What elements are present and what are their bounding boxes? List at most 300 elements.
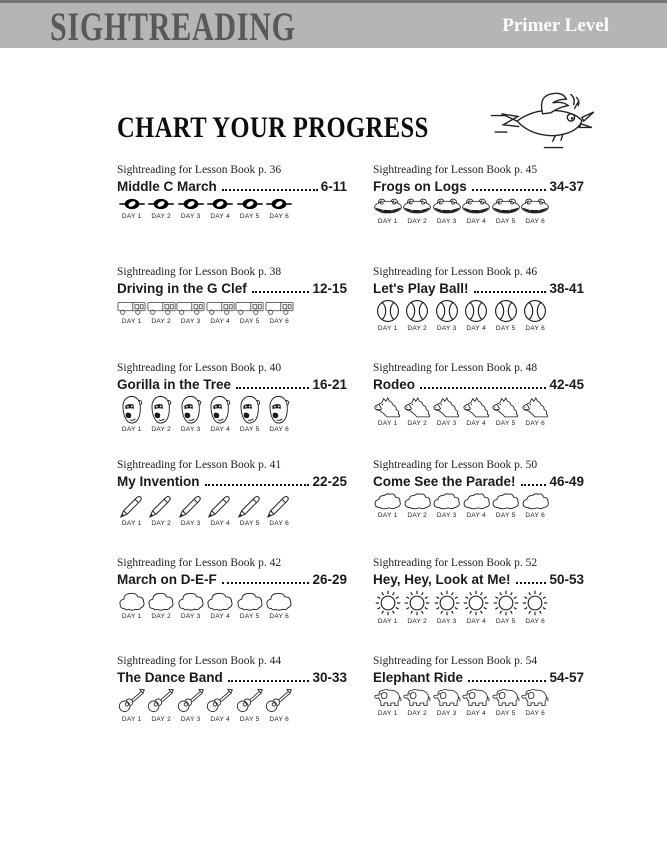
day-label: DAY 6 [525,710,546,717]
day-label: DAY 1 [377,420,398,427]
piece-title: Frogs on Logs [373,179,467,194]
day-cell [491,299,521,332]
day-cell [432,688,462,717]
sun-icon [493,590,519,616]
day-cell [403,299,433,332]
day-cell [176,688,206,723]
pencil-icon [207,492,233,518]
title-row [117,377,347,392]
day-cell [235,395,265,433]
gorilla-icon [120,395,144,424]
piece-title: Let's Play Ball! [373,281,469,296]
guitar-icon [206,688,234,714]
day-cell [265,492,295,527]
progress-entry [373,459,584,519]
dotted-leader [236,387,309,389]
page-range: 16-21 [312,377,347,392]
day-label: DAY 2 [407,420,428,427]
day-label: DAY 2 [151,213,172,220]
bush-icon [177,590,205,611]
day-label: DAY 4 [466,618,487,625]
bush-icon [265,590,293,611]
piece-title: Rodeo [373,377,415,392]
day-icon-row [373,299,584,332]
day-label: DAY 6 [525,218,546,225]
title-row [117,572,347,587]
day-cell [117,299,147,325]
day-label: DAY 3 [436,618,457,625]
day-icon-row [117,492,347,527]
day-cell [432,590,462,625]
day-label: DAY 5 [495,512,516,519]
day-label: DAY 2 [151,716,172,723]
dotted-leader [472,189,547,191]
day-icon-row [117,590,347,620]
title-row [117,670,347,685]
cloud-icon [432,492,461,510]
horse-icon [432,395,461,418]
progress-entry [373,362,584,427]
frog-icon [520,197,550,216]
gorilla-icon [179,395,203,424]
day-label: DAY 6 [269,318,290,325]
wholenote-icon [237,197,263,211]
day-cell [147,590,177,620]
sun-icon [463,590,489,616]
day-label: DAY 3 [436,512,457,519]
day-cell [462,688,492,717]
cloud-icon [462,492,491,510]
day-cell [521,688,551,717]
day-cell [117,197,147,220]
baseball-icon [464,299,488,323]
horse-icon [462,395,491,418]
dotted-leader [420,387,546,389]
dotted-leader [252,291,310,293]
elephant-icon [402,688,432,708]
day-label: DAY 5 [495,325,516,332]
day-label: DAY 2 [407,218,428,225]
dotted-leader [468,680,546,682]
horse-icon [403,395,432,418]
day-cell [176,395,206,433]
day-icon-row [373,688,584,717]
day-label: DAY 3 [180,426,201,433]
pencil-icon [237,492,263,518]
day-cell [462,492,492,519]
day-cell [117,590,147,620]
gorilla-icon [149,395,173,424]
wholenote-icon [119,197,145,211]
piece-title: Elephant Ride [373,670,464,685]
piece-title: March on D-E-F [117,572,217,587]
day-cell [206,590,236,620]
dotted-leader [516,582,547,584]
day-label: DAY 3 [180,613,201,620]
progress-entry [117,266,347,325]
day-label: DAY 3 [436,325,457,332]
title-row [373,572,584,587]
lesson-ref: Sightreading for Lesson Book p. 44 [117,655,282,667]
piece-title: The Dance Band [117,670,223,685]
day-label: DAY 3 [180,520,201,527]
day-cell [176,299,206,325]
baseball-icon [523,299,547,323]
progress-entry [373,655,584,717]
elephant-icon [491,688,521,708]
wholenote-icon [178,197,204,211]
elephant-icon [461,688,491,708]
day-label: DAY 4 [210,213,231,220]
wholenote-icon [266,197,292,211]
page-range: 38-41 [549,281,584,296]
day-cell [206,688,236,723]
piece-title: Gorilla in the Tree [117,377,232,392]
guitar-icon [118,688,146,714]
day-cell [373,688,403,717]
day-cell [235,492,265,527]
bus-icon [235,299,264,316]
day-cell [265,590,295,620]
day-cell [491,395,521,427]
day-label: DAY 4 [210,426,231,433]
day-cell [117,688,147,723]
page-range: 50-53 [549,572,584,587]
day-cell [235,197,265,220]
title-row [373,474,584,489]
day-label: DAY 6 [269,613,290,620]
day-cell [206,299,236,325]
day-label: DAY 4 [210,520,231,527]
day-label: DAY 4 [210,318,231,325]
cloud-icon [521,492,550,510]
page-range: 42-45 [549,377,584,392]
day-label: DAY 3 [436,420,457,427]
elephant-icon [520,688,550,708]
day-cell [147,197,177,220]
day-label: DAY 4 [466,512,487,519]
day-label: DAY 1 [121,613,142,620]
day-cell [373,395,403,427]
gorilla-icon [208,395,232,424]
guitar-icon [177,688,205,714]
progress-entry [373,164,584,225]
day-label: DAY 2 [151,520,172,527]
day-label: DAY 2 [407,512,428,519]
progress-entry [117,655,347,723]
page-range: 6-11 [320,179,347,194]
day-cell [521,492,551,519]
title-row [373,179,584,194]
day-label: DAY 6 [269,213,290,220]
day-cell [491,590,521,625]
horse-icon [373,395,402,418]
elephant-icon [432,688,462,708]
bus-icon [176,299,205,316]
day-cell [206,197,236,220]
day-cell [176,492,206,527]
horse-icon [491,395,520,418]
day-cell [403,197,433,225]
book-title: SIGHTREADING [50,4,296,49]
day-label: DAY 3 [436,710,457,717]
baseball-icon [405,299,429,323]
day-label: DAY 6 [525,618,546,625]
gorilla-icon [267,395,291,424]
day-cell [432,197,462,225]
page-range: 22-25 [312,474,347,489]
lesson-ref: Sightreading for Lesson Book p. 48 [373,362,538,374]
lesson-ref: Sightreading for Lesson Book p. 38 [117,266,282,278]
level-badge: Primer Level [502,15,609,36]
bus-icon [206,299,235,316]
day-cell [432,299,462,332]
lesson-ref: Sightreading for Lesson Book p. 42 [117,557,282,569]
day-label: DAY 6 [269,716,290,723]
bus-icon [265,299,294,316]
frog-icon [461,197,491,216]
day-cell [265,299,295,325]
piece-title: Hey, Hey, Look at Me! [373,572,511,587]
day-cell [235,688,265,723]
piece-title: My Invention [117,474,200,489]
wholenote-icon [148,197,174,211]
day-cell [373,590,403,625]
day-cell [373,492,403,519]
baseball-icon [376,299,400,323]
day-cell [521,395,551,427]
lesson-ref: Sightreading for Lesson Book p. 50 [373,459,538,471]
day-cell [462,395,492,427]
day-label: DAY 1 [377,710,398,717]
dotted-leader [222,189,318,191]
day-label: DAY 5 [495,710,516,717]
day-cell [176,197,206,220]
day-icon-row [373,492,584,519]
lesson-ref: Sightreading for Lesson Book p. 41 [117,459,282,471]
day-label: DAY 4 [466,710,487,717]
day-label: DAY 4 [466,218,487,225]
day-cell [521,197,551,225]
day-label: DAY 1 [377,618,398,625]
baseball-icon [435,299,459,323]
sun-icon [522,590,548,616]
day-label: DAY 1 [121,213,142,220]
day-label: DAY 6 [269,520,290,527]
title-row [373,281,584,296]
day-label: DAY 2 [407,710,428,717]
day-label: DAY 5 [239,426,260,433]
bush-icon [147,590,175,611]
lesson-ref: Sightreading for Lesson Book p. 36 [117,164,282,176]
day-cell [265,197,295,220]
day-icon-row [373,395,584,427]
dotted-leader [474,291,547,293]
day-cell [432,395,462,427]
dotted-leader [521,484,547,486]
day-label: DAY 6 [525,325,546,332]
day-icon-row [117,299,347,325]
page-range: 12-15 [312,281,347,296]
day-icon-row [117,395,347,433]
pencil-icon [266,492,292,518]
day-label: DAY 2 [151,318,172,325]
day-label: DAY 5 [239,716,260,723]
day-label: DAY 3 [436,218,457,225]
progress-entry [373,557,584,625]
progress-entry [117,164,347,220]
horse-icon [521,395,550,418]
day-cell [373,197,403,225]
day-label: DAY 5 [239,520,260,527]
guitar-icon [147,688,175,714]
bus-icon [147,299,176,316]
day-cell [521,299,551,332]
day-label: DAY 1 [377,325,398,332]
day-label: DAY 3 [180,318,201,325]
lesson-ref: Sightreading for Lesson Book p. 46 [373,266,538,278]
day-label: DAY 1 [377,218,398,225]
day-cell [491,197,521,225]
title-row [373,377,584,392]
day-cell [147,492,177,527]
dotted-leader [222,582,310,584]
day-cell [403,590,433,625]
day-cell [462,590,492,625]
sun-icon [375,590,401,616]
day-cell [206,395,236,433]
guitar-icon [265,688,293,714]
page-range: 26-29 [312,572,347,587]
progress-entry [373,266,584,332]
day-label: DAY 2 [151,613,172,620]
day-cell [265,395,295,433]
lesson-ref: Sightreading for Lesson Book p. 40 [117,362,282,374]
title-row [117,281,347,296]
frog-icon [432,197,462,216]
title-row [117,474,347,489]
day-cell [462,197,492,225]
progress-entry [117,459,347,527]
day-label: DAY 5 [495,420,516,427]
lesson-ref: Sightreading for Lesson Book p. 54 [373,655,538,667]
cloud-icon [491,492,520,510]
elephant-icon [373,688,403,708]
day-cell [147,688,177,723]
page-title: CHART YOUR PROGRESS [117,111,429,144]
cloud-icon [403,492,432,510]
day-label: DAY 6 [269,426,290,433]
bush-icon [118,590,146,611]
day-label: DAY 2 [407,618,428,625]
day-label: DAY 4 [466,325,487,332]
day-label: DAY 3 [180,213,201,220]
day-cell [235,299,265,325]
dotted-leader [228,680,310,682]
day-label: DAY 2 [407,325,428,332]
day-cell [491,492,521,519]
wholenote-icon [207,197,233,211]
day-cell [403,395,433,427]
pencil-icon [148,492,174,518]
flying-bird-icon [485,90,613,154]
day-cell [176,590,206,620]
piece-title: Come See the Parade! [373,474,516,489]
progress-entry [117,557,347,620]
piece-title: Middle C March [117,179,217,194]
day-cell [117,492,147,527]
cloud-icon [373,492,402,510]
sun-icon [404,590,430,616]
bush-icon [206,590,234,611]
frog-icon [373,197,403,216]
baseball-icon [494,299,518,323]
day-cell [117,395,147,433]
day-label: DAY 5 [495,218,516,225]
day-cell [521,590,551,625]
page-range: 30-33 [312,670,347,685]
day-label: DAY 4 [210,613,231,620]
day-icon-row [373,590,584,625]
day-cell [206,492,236,527]
lesson-ref: Sightreading for Lesson Book p. 45 [373,164,538,176]
day-label: DAY 6 [525,512,546,519]
title-row [117,179,347,194]
day-cell [462,299,492,332]
guitar-icon [236,688,264,714]
bush-icon [236,590,264,611]
day-cell [403,492,433,519]
day-label: DAY 5 [239,213,260,220]
pencil-icon [178,492,204,518]
sun-icon [434,590,460,616]
gorilla-icon [238,395,262,424]
bus-icon [117,299,146,316]
frog-icon [402,197,432,216]
day-label: DAY 1 [121,716,142,723]
dotted-leader [205,484,310,486]
day-cell [373,299,403,332]
day-label: DAY 1 [377,512,398,519]
page-range: 46-49 [549,474,584,489]
frog-icon [491,197,521,216]
day-label: DAY 5 [239,613,260,620]
day-label: DAY 4 [210,716,231,723]
lesson-ref: Sightreading for Lesson Book p. 52 [373,557,538,569]
day-cell [403,688,433,717]
piece-title: Driving in the G Clef [117,281,247,296]
day-label: DAY 2 [151,426,172,433]
day-cell [235,590,265,620]
pencil-icon [119,492,145,518]
day-label: DAY 4 [466,420,487,427]
day-cell [491,688,521,717]
day-cell [432,492,462,519]
day-cell [265,688,295,723]
day-icon-row [373,197,584,225]
page-range: 34-37 [549,179,584,194]
day-label: DAY 1 [121,426,142,433]
day-label: DAY 1 [121,318,142,325]
day-icon-row [117,197,347,220]
day-icon-row [117,688,347,723]
day-label: DAY 1 [121,520,142,527]
progress-entry [117,362,347,433]
title-row [373,670,584,685]
day-label: DAY 5 [239,318,260,325]
day-label: DAY 6 [525,420,546,427]
day-cell [147,395,177,433]
